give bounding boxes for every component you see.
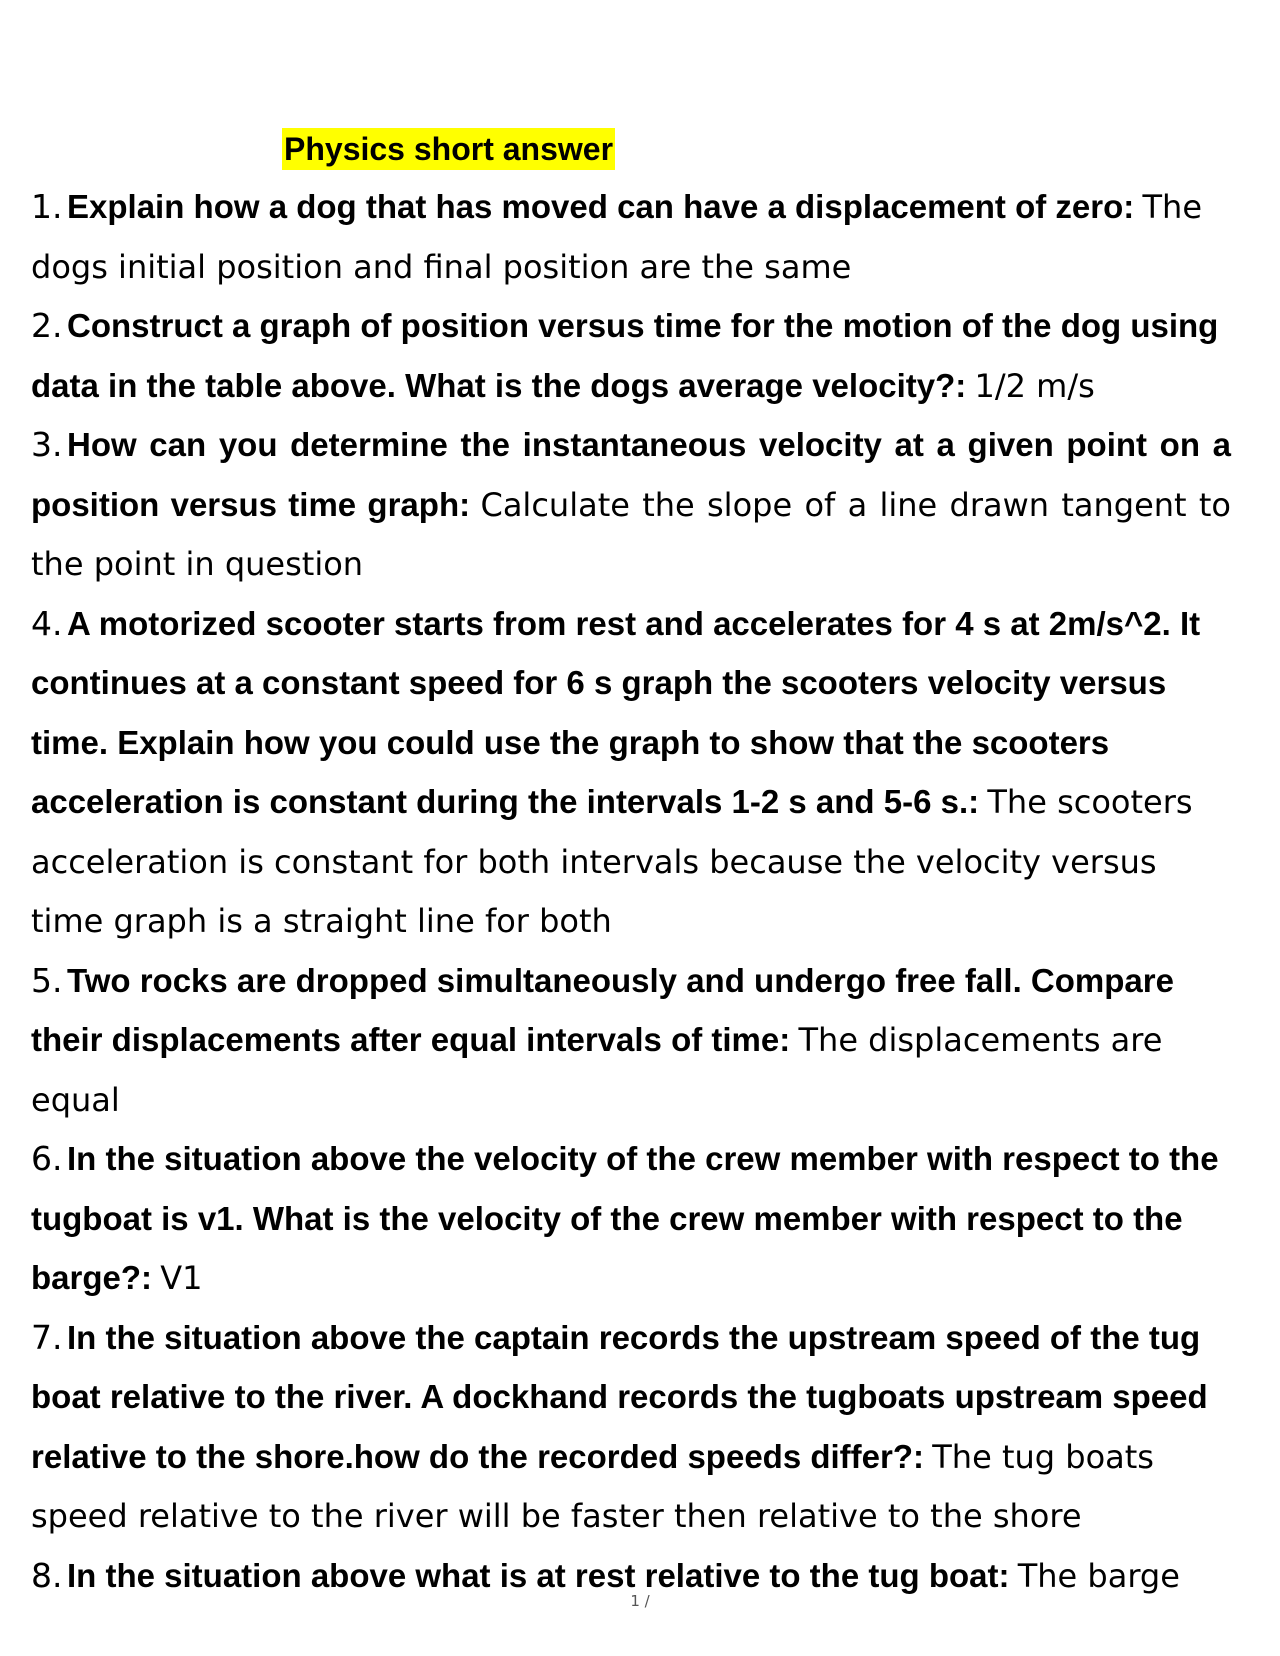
question-text: In the situation above the velocity of the crew member with respect to the tugboat is v1. What is the velocity of the crew member with respect to the barge?: [31, 1140, 1219, 1296]
answer-text: Calculate the slope of a line drawn tangent to the point in question [31, 485, 1232, 583]
item-number: 4. [31, 603, 63, 643]
item-number: 5. [31, 960, 63, 1000]
answer-text: The tug boats speed relative to the river will be faster then relative to the shore [31, 1437, 1154, 1535]
item-number: 2. [31, 306, 63, 345]
answer-text: The barge [1017, 1556, 1180, 1595]
qa-item-7 [31, 1309, 1231, 1547]
qa-item-1 [31, 178, 1231, 297]
item-number: 8. [31, 1555, 63, 1595]
answer-text: V1 [160, 1259, 203, 1297]
question-text: How can you determine the instantaneous velocity at a given point on a position versus time graph: [31, 426, 1231, 523]
answer-text: The displacements are equal [31, 1021, 1163, 1119]
item-number: 7. [31, 1317, 63, 1357]
qa-list [31, 178, 1231, 1606]
title-container [282, 128, 615, 170]
item-number: 3. [31, 425, 63, 464]
qa-item-2 [31, 297, 1231, 416]
answer-text: The dogs initial position and final position are the same [31, 188, 1203, 286]
page-number: 1 / [630, 1592, 650, 1610]
qa-item-5 [31, 952, 1231, 1131]
answer-text: The scooters acceleration is constant for both intervals because the velocity versus time graph is a straight line for both [31, 783, 1193, 940]
qa-item-6 [31, 1130, 1231, 1309]
question-text: A motorized scooter starts from rest and accelerates for 4 s at 2m/s^2. It continues at a constant speed for 6 s graph the scooters velocity versus time. Explain how you could use the graph to show that the scooters acceleration is constant during the intervals 1-2 s and 5-6 s.: [31, 604, 1201, 820]
question-text: Explain how a dog that has moved can have a displacement of zero: [67, 188, 1135, 225]
question-text: Construct a graph of position versus time for the motion of the dog using data in the table above. What is the dogs average velocity?: [31, 307, 1219, 404]
item-number: 6. [31, 1139, 63, 1178]
answer-text: 1/2 m/s [974, 366, 1095, 405]
question-text: In the situation above the captain records the upstream speed of the tug boat relative to the river. A dockhand records the tugboats upstream speed relative to the shore.how do the recorded speeds differ?: [31, 1318, 1208, 1475]
qa-item-4 [31, 595, 1231, 952]
question-text: Two rocks are dropped simultaneously and undergo free fall. Compare their displacements after equal intervals of time: [31, 961, 1174, 1058]
item-number: 1. [31, 187, 63, 226]
page-title: Physics short answer [282, 128, 615, 170]
question-text: In the situation above what is at rest relative to the tug boat: [67, 1556, 1010, 1594]
qa-item-3 [31, 416, 1231, 595]
